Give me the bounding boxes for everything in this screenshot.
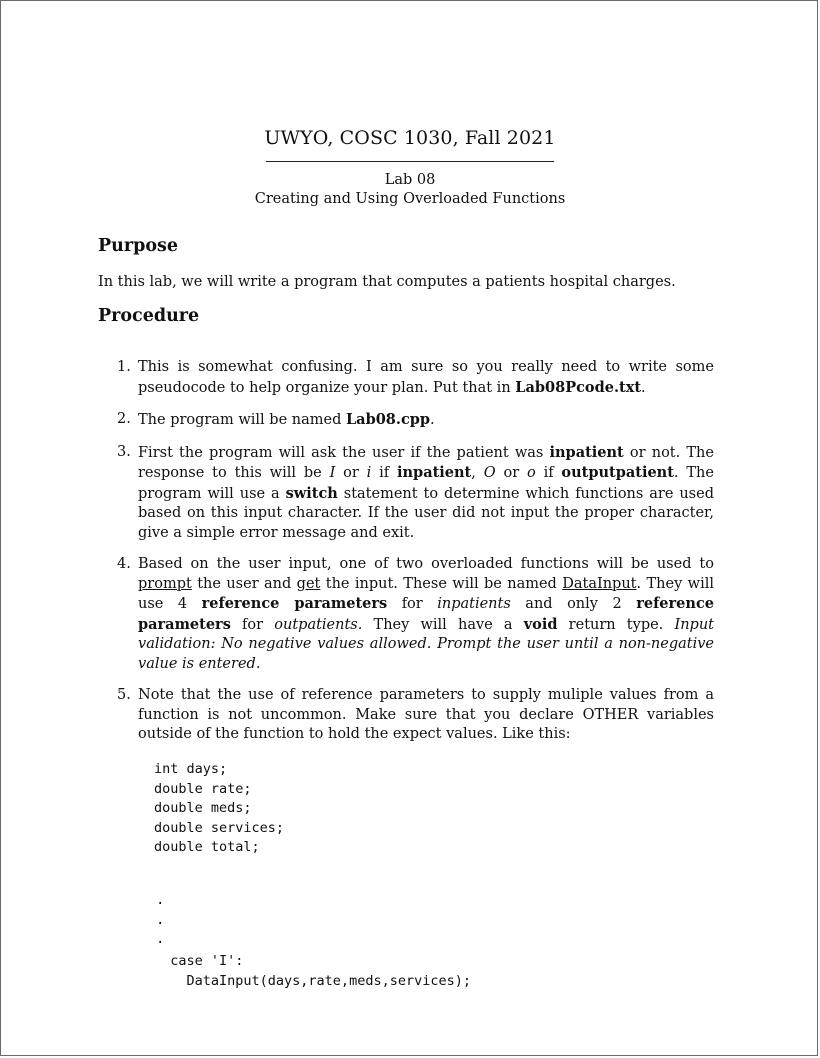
procedure-list	[117, 358, 714, 757]
procedure-heading: Procedure	[98, 306, 200, 326]
step-text: or	[495, 465, 527, 481]
filename-cpp: Lab08.cpp	[345, 411, 431, 428]
list-item	[117, 555, 714, 674]
emphasis: o	[526, 465, 536, 481]
step-text: .	[430, 412, 435, 428]
step-text: return type.	[557, 616, 675, 633]
step-text: First the program will ask the user if the patient was	[138, 444, 550, 461]
step-text: ,	[471, 465, 484, 481]
step-text: or not. The response to this will be	[138, 444, 714, 481]
step-number: 3.	[117, 443, 131, 460]
step-text: The program will be named	[138, 412, 346, 428]
emphasis: reference parameters	[201, 595, 388, 612]
list-item	[117, 358, 714, 398]
emphasis: I	[329, 465, 336, 481]
step-text: .	[641, 379, 646, 396]
emphasis: inpatient	[549, 443, 624, 461]
emphasis: reference parameters	[138, 595, 714, 633]
purpose-text: In this lab, we will write a program that computes a patients hospital charges.	[98, 274, 676, 290]
step-text: Based on the user input, one of two overloaded functions will be used to	[138, 556, 714, 572]
code-ellipsis: . . .	[156, 892, 165, 947]
emphasis: i	[366, 465, 372, 481]
course-title: UWYO, COSC 1030, Fall 2021	[264, 127, 556, 149]
step-number: 4.	[117, 556, 131, 572]
emphasis: void	[523, 615, 558, 633]
emphasis: outpatients.	[274, 616, 363, 633]
step-text: or	[335, 465, 367, 481]
lab-number: Lab 08	[384, 172, 436, 188]
lab-subtitle: Creating and Using Overloaded Functions	[254, 191, 566, 207]
list-item	[117, 443, 714, 544]
step-text: for	[387, 596, 438, 612]
title-rule	[266, 161, 554, 162]
step-text: They will have a	[362, 616, 524, 633]
step-text: Note that the use of reference parameters to supply muliple values from a function is not uncommon. Make sure that you declare OTHER variables outside of the function to hold the expect values. Like this:	[138, 687, 714, 742]
emphasis: inpatient	[397, 464, 472, 481]
purpose-heading: Purpose	[98, 236, 178, 256]
underlined-term: prompt	[138, 575, 192, 592]
list-item	[117, 410, 714, 431]
underlined-term: get	[296, 575, 321, 592]
underlined-term: DataInput	[562, 575, 637, 592]
title-block	[1, 127, 819, 209]
step-text: This is somewhat confusing. I am sure so you really need to write some pseudocode to help organize your plan. Put that in	[138, 359, 714, 396]
step-text: . The program will use a	[138, 465, 714, 502]
step-text: the input. These will be named	[320, 575, 563, 592]
step-number: 2.	[117, 411, 131, 427]
input-validation-note: Input validation: No negative values allowed. Prompt the user until a non-negative value is entered.	[138, 616, 714, 672]
step-text: . They will use 4	[138, 575, 714, 612]
step-text: for	[230, 616, 275, 633]
emphasis: inpatients	[437, 596, 511, 612]
step-number: 5.	[117, 687, 131, 703]
emphasis: switch	[285, 484, 338, 502]
code-case-block: case 'I': DataInput(days,rate,meds,services);	[170, 953, 471, 989]
emphasis: O	[483, 465, 496, 481]
step-number: 1.	[117, 359, 131, 375]
step-text: statement to determine which functions are used based on this input character. If the user did not input the proper character, give a simple error message and exit.	[138, 485, 714, 541]
step-text: if	[371, 465, 397, 481]
step-text: the user and	[191, 575, 297, 592]
emphasis: outputpatient	[561, 464, 674, 481]
filename-pcode: Lab08Pcode.txt	[515, 378, 642, 396]
step-text: and only 2	[510, 596, 637, 612]
code-declarations: int days; double rate; double meds; double services; double total;	[154, 761, 285, 855]
step-text: if	[535, 465, 562, 481]
list-item	[117, 686, 714, 745]
